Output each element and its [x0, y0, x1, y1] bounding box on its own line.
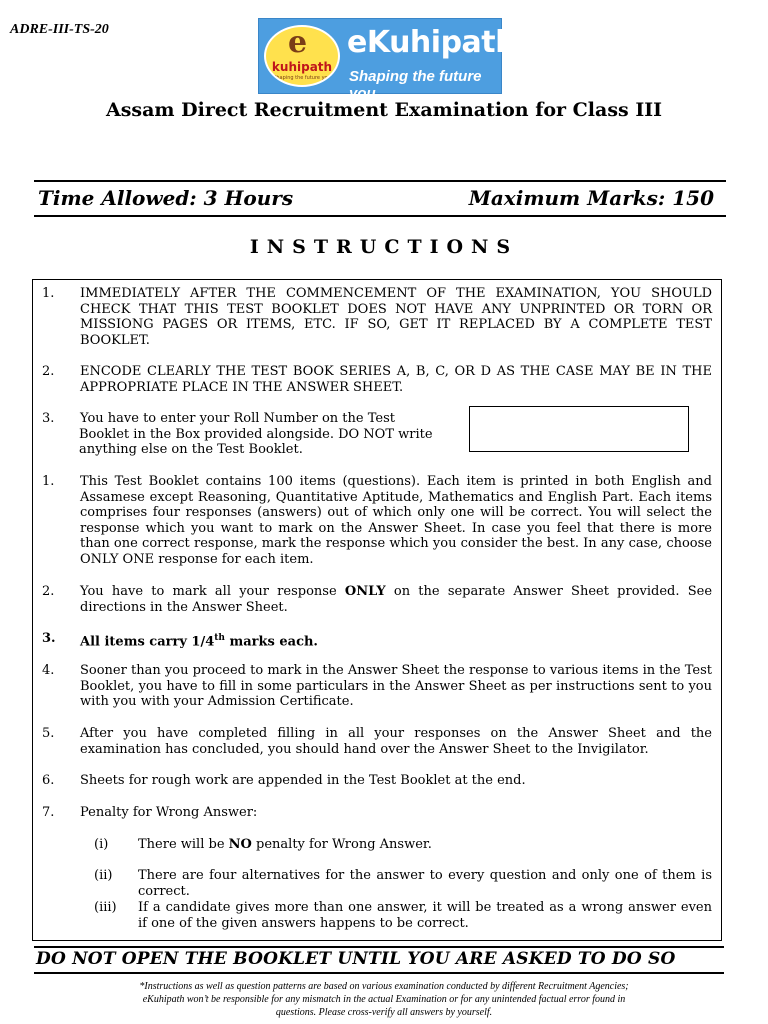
item-text: IMMEDIATELY AFTER THE COMMENCEMENT OF THE EXAMINATION, YOU SHOULD CHECK THAT THIS TEST BOOKLET DOES NOT HAVE ANY UNPRINTED OR TORN OR MISSIONG PAGES OR ITEMS, ETC. IF SO, GET IT REPLACED BY A COMPLETE TEST BOOKLET. — [80, 286, 712, 348]
sub-item-text: There will be NO penalty for Wrong Answer. — [138, 837, 432, 852]
sub-item-text: There are four alternatives for the answer to every question and only one of them is correct. — [138, 868, 712, 899]
item-number: 4. — [42, 663, 55, 678]
ekuhipath-logo — [258, 18, 516, 102]
instruction-item-roll-number — [42, 411, 462, 458]
item-text-line: You have to enter your Roll Number on the Test — [80, 411, 395, 426]
item-text: Sheets for rough work are appended in the Test Booklet at the end. — [80, 773, 526, 788]
item-text: Sooner than you proceed to mark in the Answer Sheet the response to various items in the Test Booklet, you have to fill in some particulars in the Answer Sheet as per instructions sent to you with you with your Admission Certificate. — [80, 663, 712, 709]
item-text-line: Booklet in the Box provided alongside. DO NOT write — [79, 426, 433, 442]
logo-name: eKuhipath — [347, 25, 516, 60]
item-text — [80, 411, 462, 458]
item-text: You have to mark all your response ONLY on the separate Answer Sheet provided. See directions in the Answer Sheet. — [80, 584, 713, 615]
sub-item-number: (ii) — [94, 868, 113, 883]
logo-badge-letter: e — [288, 25, 308, 60]
penalty-sub-item — [94, 900, 712, 931]
item-number: 1. — [42, 286, 55, 301]
item-text: ENCODE CLEARLY THE TEST BOOK SERIES A, B, C, OR D AS THE CASE MAY BE IN THE APPROPRIATE PLACE IN THE ANSWER SHEET. — [80, 364, 712, 395]
logo-badge-tagline: Shaping the future you — [273, 75, 331, 81]
item-number: 6. — [42, 773, 55, 788]
item-text: Penalty for Wrong Answer: — [80, 805, 258, 820]
sub-item-number: (iii) — [94, 900, 117, 915]
item-number: 3. — [42, 411, 55, 426]
maximum-marks: Maximum Marks: 150 — [468, 186, 714, 210]
footnote-line: *Instructions as well as question patterns are based on various examination conducted by different Recruitment Agencies; — [139, 981, 629, 992]
instruction-item — [42, 805, 712, 821]
disclaimer-footnote — [40, 980, 728, 1019]
item-number: 2. — [42, 584, 55, 599]
logo-tagline: Shaping the future you — [349, 68, 482, 102]
top-rule — [34, 180, 726, 182]
item-text: After you have completed filling in all your responses on the Answer Sheet and the examination has concluded, you should hand over the Answer Sheet to the Invigilator. — [80, 726, 712, 757]
time-allowed: Time Allowed: 3 Hours — [38, 186, 294, 210]
instruction-item — [42, 474, 712, 567]
bottom-rule — [34, 215, 726, 217]
exam-meta — [38, 186, 714, 210]
instruction-item — [42, 364, 712, 395]
sub-item-text: If a candidate gives more than one answer, it will be treated as a wrong answer even if one of the given answers happens to be correct. — [138, 900, 712, 931]
item-number: 5. — [42, 726, 55, 741]
logo-badge-name: kuhipath — [271, 60, 333, 74]
footnote-line: questions. Please cross-verify all answers by yourself. — [275, 1007, 493, 1018]
item-text: All items carry 1/4th marks each. — [80, 633, 318, 650]
roll-number-box[interactable] — [469, 406, 689, 452]
item-text-line: anything else on the Test Booklet. — [79, 442, 303, 457]
item-text: This Test Booklet contains 100 items (questions). Each item is printed in both English and Assamese except Reasoning, Quantitative Aptitude, Mathematics and English Part. Each items comprises four responses (answers) out of which only one will be correct. You will select the response which you want to mark on the Answer Sheet. In case you feel that there is more than one correct response, mark the response which you consider the best. In any case, choose ONLY ONE response for each item. — [80, 474, 712, 567]
instructions-heading: INSTRUCTIONS — [249, 236, 519, 258]
exam-title: Assam Direct Recruitment Examination for Class III — [105, 99, 663, 121]
item-number: 2. — [42, 364, 55, 379]
instruction-item — [42, 773, 712, 789]
sub-item-number: (i) — [94, 837, 109, 852]
penalty-sub-item — [94, 868, 712, 899]
logo-badge-icon — [264, 25, 340, 87]
instruction-item — [42, 663, 712, 710]
warning-bottom-rule — [34, 972, 724, 974]
footnote-line: eKuhipath won’t be responsible for any mismatch in the actual Examination or for any unintended factual error found in — [142, 994, 626, 1005]
instruction-item — [42, 584, 712, 615]
penalty-sub-item — [94, 837, 712, 853]
item-number: 7. — [42, 805, 55, 820]
warning-top-rule — [34, 946, 724, 948]
item-number: 1. — [42, 474, 55, 489]
instruction-item — [42, 726, 712, 757]
item-number: 3. — [42, 631, 56, 646]
document-code: ADRE-III-TS-20 — [10, 22, 109, 37]
instruction-item — [42, 286, 712, 348]
do-not-open-warning: DO NOT OPEN THE BOOKLET UNTIL YOU ARE ASKED TO DO SO — [36, 949, 676, 969]
instruction-item — [42, 631, 712, 650]
